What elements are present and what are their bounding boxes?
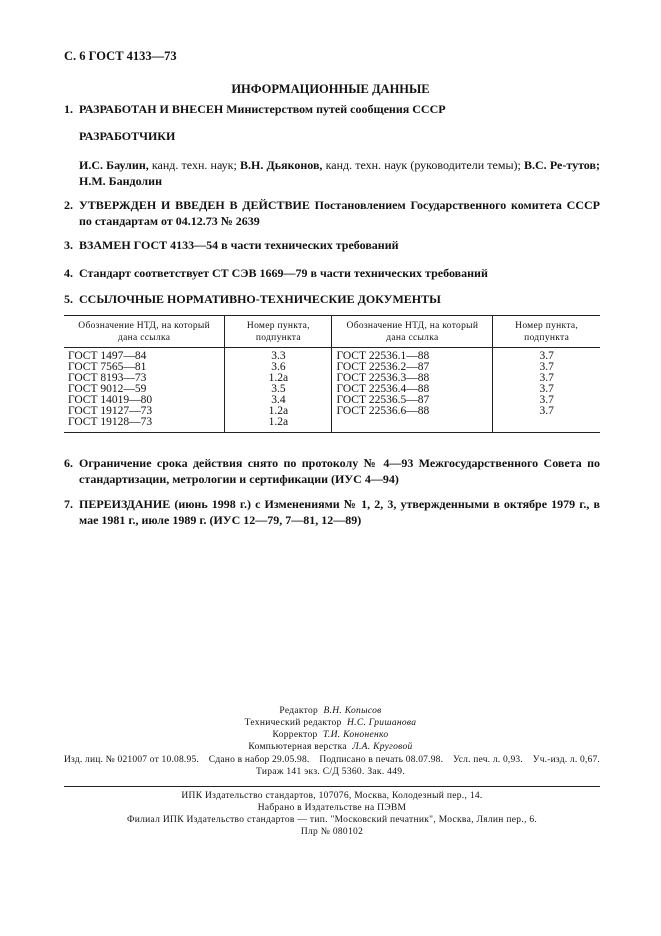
- item-1: [64, 101, 600, 117]
- clause-number: 3.7: [539, 372, 554, 384]
- publication-info-line-2: Тираж 141 экз. С/Д 5360. Зак. 449.: [256, 767, 405, 777]
- item-text: Постановлением Государственного комитета СССР по стандартам от 04.12.73 № 2639: [79, 198, 600, 228]
- credit-name: В.Н. Копысов: [323, 706, 382, 716]
- clause-number: 3.5: [271, 383, 286, 395]
- item-text: Министерством путей сообщения СССР: [223, 102, 446, 116]
- clause-number: 3.3: [271, 350, 286, 362]
- clause-number: 3.7: [539, 405, 554, 417]
- doc-ref: ГОСТ 19128—73: [68, 416, 153, 428]
- item-7: [64, 496, 600, 528]
- item-number: 6.: [64, 456, 73, 470]
- developer-degree: канд. техн. наук (руководители темы);: [322, 158, 525, 172]
- doc-ref: ГОСТ 22536.1—88: [336, 350, 430, 362]
- doc-ref: ГОСТ 19127—73: [68, 405, 153, 417]
- typeset-date: Сдано в набор 29.05.98.: [208, 755, 310, 765]
- item-bold-lead: ПЕРЕИЗДАНИЕ: [79, 497, 171, 511]
- doc-ref: ГОСТ 22536.4—88: [336, 383, 430, 395]
- clause-number: 3.7: [539, 361, 554, 373]
- doc-ref: ГОСТ 9012—59: [68, 383, 147, 395]
- references-table: [64, 315, 600, 433]
- credit-proofreader: [0, 729, 661, 741]
- developers-heading: РАЗРАБОТЧИКИ: [79, 129, 176, 143]
- developer-name: В.С. Ре-тутов; Н.М. Бандолин: [79, 158, 600, 188]
- clause-number: 1.2а: [268, 416, 289, 428]
- publisher-block: [64, 786, 600, 838]
- clause-number: 3.7: [539, 350, 554, 362]
- doc-ref: ГОСТ 22536.5—87: [336, 394, 430, 406]
- clause-number: 1.2а: [268, 405, 289, 417]
- right-nums-cell: [493, 348, 600, 433]
- credit-label: Редактор: [279, 706, 319, 716]
- item-number: 1.: [64, 102, 73, 116]
- credit-name: Т.И. Кононенко: [322, 730, 389, 740]
- clause-number: 3.7: [539, 394, 554, 406]
- doc-ref: ГОСТ 8193—73: [68, 372, 147, 384]
- column-header: Номер пункта, подпункта: [493, 316, 600, 348]
- item-number: 4.: [64, 266, 73, 280]
- table-header-row: [64, 316, 600, 348]
- publisher-address: ИПК Издательство стандартов, 107076, Москва, Колодезный пер., 14.: [181, 791, 483, 801]
- item-text: Стандарт соответствует СТ СЭВ 1669—79 в части технических требований: [79, 266, 488, 280]
- item-4: [64, 265, 600, 281]
- doc-ref: ГОСТ 22536.2—87: [336, 361, 430, 373]
- printer-address: Филиал ИПК Издательство стандартов — тип. "Московский печатник", Москва, Лялин пер., 6.: [126, 815, 538, 825]
- item-text: ССЫЛОЧНЫЕ НОРМАТИВНО-ТЕХНИЧЕСКИЕ ДОКУМЕНТЫ: [79, 292, 441, 306]
- publication-info-line-1: [64, 754, 600, 766]
- doc-ref: ГОСТ 7565—81: [68, 361, 147, 373]
- item-bold-lead: ВЗАМЕН ГОСТ 4133—54: [79, 238, 219, 252]
- doc-ref: ГОСТ 22536.3—88: [336, 372, 430, 384]
- left-nums-cell: [225, 348, 332, 433]
- item-number: 2.: [64, 198, 73, 212]
- credit-editor: [0, 705, 661, 717]
- developers-list: [79, 157, 600, 189]
- item-3: [64, 237, 600, 253]
- item-bold-lead: УТВЕРЖДЕН И ВВЕДЕН В ДЕЙСТВИЕ: [79, 198, 310, 212]
- item-bold-lead: РАЗРАБОТАН И ВНЕСЕН: [79, 102, 224, 116]
- credit-label: Корректор: [272, 730, 318, 740]
- item-2: [64, 197, 600, 229]
- left-docs-cell: [64, 348, 225, 433]
- developer-name: И.С. Баулин,: [79, 158, 149, 172]
- item-number: 7.: [64, 497, 73, 511]
- credit-label: Технический редактор: [244, 718, 342, 728]
- clause-number: 1.2а: [268, 372, 289, 384]
- credit-name: Л.А. Круговой: [352, 742, 413, 752]
- clause-number: 3.4: [271, 394, 286, 406]
- item-6: [64, 455, 600, 487]
- item-text: Ограничение срока действия снято по протоколу № 4—93 Межгосударственного Совета по стандартизации, метрологии и сертификации (ИУС 4—94): [79, 456, 600, 486]
- section-title: ИНФОРМАЦИОННЫЕ ДАННЫЕ: [231, 82, 430, 96]
- developer-degree: канд. техн. наук;: [148, 158, 240, 172]
- doc-ref: ГОСТ 22536.6—88: [336, 405, 430, 417]
- right-docs-cell: [332, 348, 493, 433]
- doc-ref: ГОСТ 14019—80: [68, 394, 153, 406]
- license-number: Плр № 080102: [300, 827, 364, 837]
- credit-name: Н.С. Гришанова: [346, 718, 417, 728]
- license-info: Изд. лиц. № 021007 от 10.08.95.: [64, 755, 199, 765]
- page-header: С. 6 ГОСТ 4133—73: [64, 49, 177, 63]
- credit-label: Компьютерная верстка: [248, 742, 347, 752]
- column-header: Номер пункта, подпункта: [225, 316, 332, 348]
- edition-sheets: Уч.-изд. л. 0,67.: [532, 755, 600, 765]
- item-number: 5.: [64, 292, 73, 306]
- clause-number: 3.6: [271, 361, 286, 373]
- doc-ref: ГОСТ 1497—84: [68, 350, 147, 362]
- print-date: Подписано в печать 08.07.98.: [319, 755, 444, 765]
- column-header: Обозначение НТД, на который дана ссылка: [332, 316, 493, 348]
- table-row: [64, 348, 600, 433]
- credit-layout: [0, 741, 661, 753]
- item-number: 3.: [64, 238, 73, 252]
- typeset-note: Набрано в Издательстве на ПЭВМ: [257, 803, 407, 813]
- item-text: в части технических требований: [218, 238, 399, 252]
- credits-block: [0, 705, 661, 753]
- print-sheets: Усл. печ. л. 0,93.: [452, 755, 523, 765]
- clause-number: 3.7: [539, 383, 554, 395]
- item-5: [64, 291, 600, 307]
- developer-name: В.Н. Дьяконов,: [240, 158, 323, 172]
- item-text: (июнь 1998 г.) с Изменениями № 1, 2, 3, утвержденными в октябре 1979 г., в мае 1981 г., июле 1989 г. (ИУС 12—79, 7—81, 12—89): [79, 497, 600, 527]
- credit-tech-editor: [0, 717, 661, 729]
- column-header: Обозначение НТД, на который дана ссылка: [64, 316, 225, 348]
